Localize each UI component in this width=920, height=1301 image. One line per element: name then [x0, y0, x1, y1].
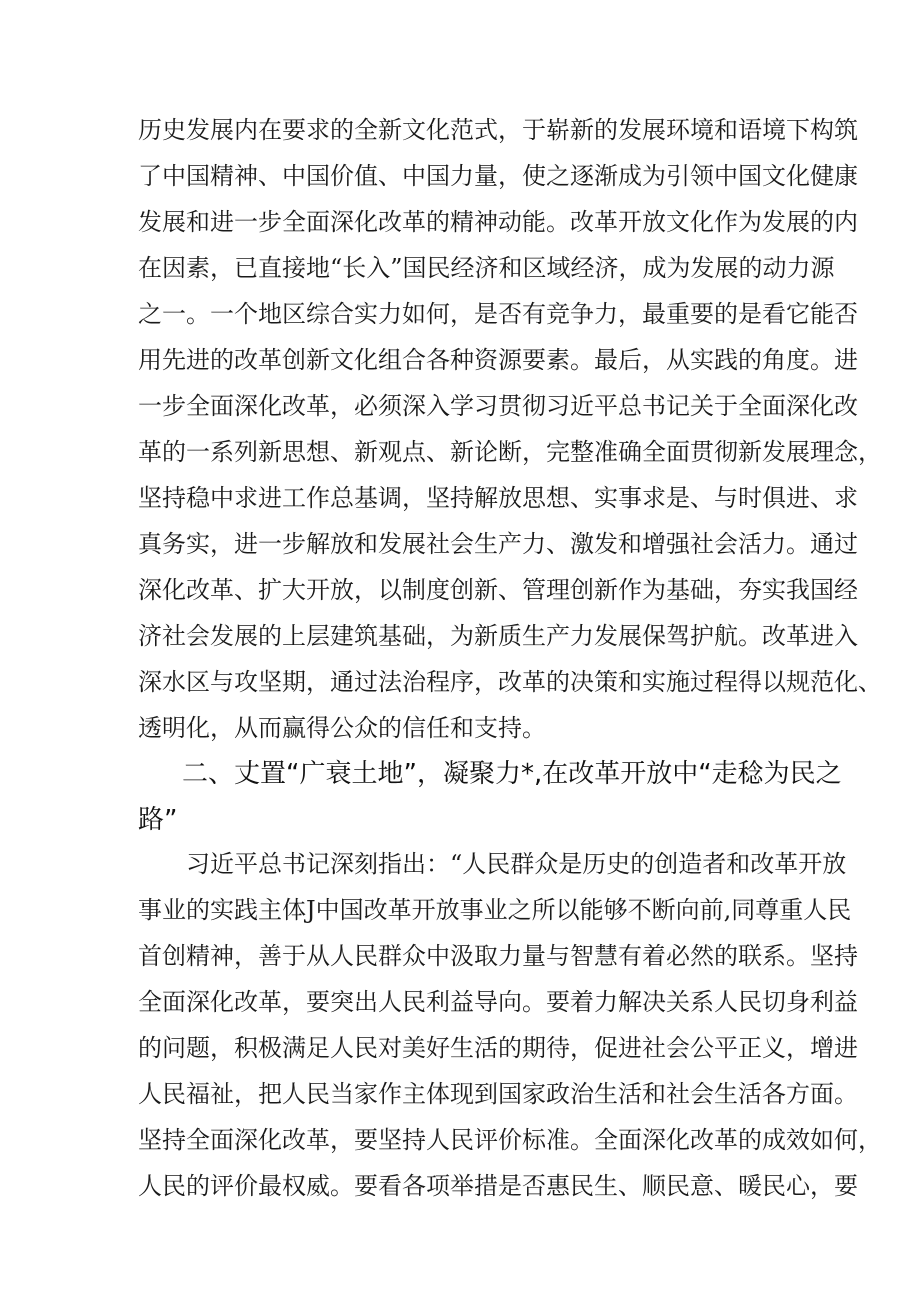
paragraph-1-line-3: 发展和进一步全面深化改革的精神动能。改革开放文化作为发展的内 — [138, 208, 858, 236]
section-heading-line-1: 二、丈置“广衰土地”，凝聚力*,在改革开放中“走稔为民之 — [182, 759, 842, 789]
paragraph-1-line-4: 在因素，已直接地“长入”国民经济和区域经济，成为发展的动力源 — [138, 254, 835, 282]
paragraph-2-line-4: 全面深化改革，要突出人民利益导向。要着力解决关系人民切身利益 — [138, 988, 858, 1016]
paragraph-1-line-10: 真务实，进一步解放和发展社会生产力、激发和增强社会活力。通过 — [138, 530, 858, 558]
paragraph-2-line-3: 首创精神，善于从人民群众中汲取力量与智慧有着必然的联系。坚持 — [138, 942, 858, 970]
paragraph-1-line-8: 革的一系列新思想、新观点、新论断，完整准确全面贯彻新发展理念， — [138, 438, 882, 466]
paragraph-1-line-2: 了中国精神、中国价值、中国力量，使之逐渐成为引领中国文化健康 — [138, 162, 858, 190]
paragraph-1-line-5: 之一。一个地区综合实力如何，是否有竞争力，最重要的是看它能否 — [138, 300, 858, 328]
section-heading-line-2: 路” — [138, 805, 178, 835]
paragraph-2-line-7: 坚持全面深化改革，要坚持人民评价标准。全面深化改革的成效如何， — [138, 1126, 882, 1154]
paragraph-1-line-1: 历史发展内在要求的全新文化范式，于崭新的发展环境和语境下构筑 — [138, 116, 858, 144]
paragraph-2-line-6: 人民福祉，把人民当家作主体现到国家政治生活和社会生活各方面。 — [138, 1080, 858, 1108]
paragraph-1-line-9: 坚持稳中求进工作总基调，坚持解放思想、实事求是、与时俱进、求 — [138, 484, 858, 512]
paragraph-2-line-8: 人民的评价最权威。要看各项举措是否惠民生、顺民意、暖民心，要 — [138, 1172, 858, 1200]
paragraph-1-line-7: 一步全面深化改革，必须深入学习贯彻习近平总书记关于全面深化改 — [138, 392, 858, 420]
paragraph-1-line-13: 深水区与攻坚期，通过法治程序，改革的决策和实施过程得以规范化、 — [138, 668, 882, 696]
paragraph-2-line-5: 的问题，积极满足人民对美好生活的期待，促进社会公平正义，增进 — [138, 1034, 858, 1062]
paragraph-1-line-11: 深化改革、扩大开放，以制度创新、管理创新作为基础，夯实我国经 — [138, 576, 858, 604]
paragraph-1-line-6: 用先进的改革创新文化组合各种资源要素。最后，从实践的角度。进 — [138, 346, 858, 374]
paragraph-2-line-2: 事业的实践主体J中国改革开放事业之所以能够不断向前,同尊重人民 — [138, 896, 852, 924]
paragraph-2-line-1: 习近平总书记深刻指出：“人民群众是历史的创造者和改革开放 — [186, 850, 847, 878]
paragraph-1-line-14: 透明化，从而赢得公众的信任和支持。 — [138, 714, 546, 742]
paragraph-1-line-12: 济社会发展的上层建筑基础，为新质生产力发展保驾护航。改革进入 — [138, 622, 858, 650]
